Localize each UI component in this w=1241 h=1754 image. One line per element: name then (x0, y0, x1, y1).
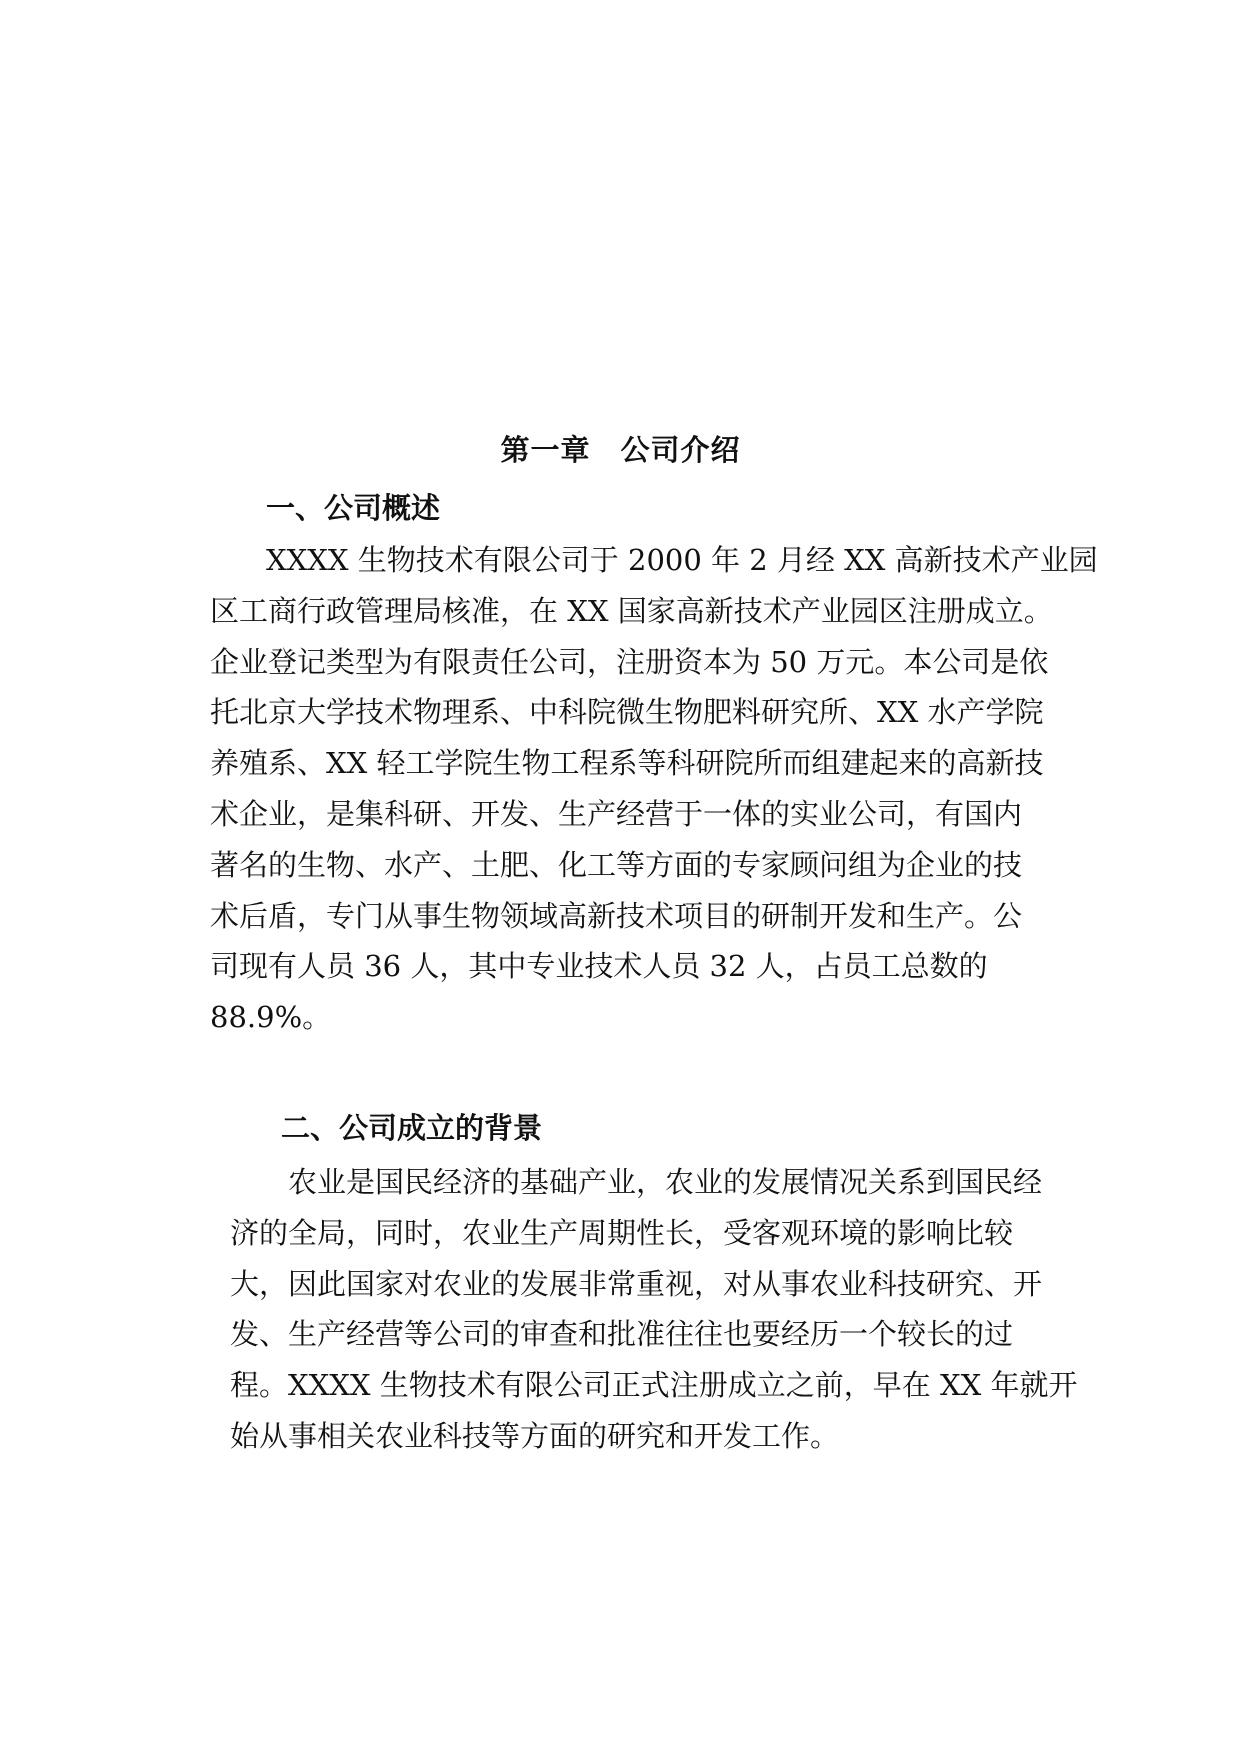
paragraph-line: 济的全局，同时，农业生产周期性长，受客观环境的影响比较 (230, 1215, 1014, 1250)
chapter-title: 第一章 公司介绍 (500, 433, 741, 467)
paragraph-line: 术后盾，专门从事生物领域高新技术项目的研制开发和生产。公 (210, 898, 1023, 933)
section-heading-background: 二、公司成立的背景 (281, 1111, 543, 1145)
paragraph-line: 术企业，是集科研、开发、生产经营于一体的实业公司，有国内 (210, 796, 1023, 831)
paragraph-line: 程。XXXX 生物技术有限公司正式注册成立之前，早在 XX 年就开 (230, 1368, 1078, 1403)
paragraph-line: 企业登记类型为有限责任公司，注册资本为 50 万元。本公司是依 (210, 644, 1049, 679)
paragraph-line: XXXX 生物技术有限公司于 2000 年 2 月经 XX 高新技术产业园 (266, 543, 1098, 577)
paragraph-line: 养殖系、XX 轻工学院生物工程系等科研院所而组建起来的高新技 (210, 746, 1044, 781)
paragraph-line: 区工商行政管理局核准，在 XX 国家高新技术产业园区注册成立。 (210, 593, 1053, 628)
paragraph-line: 大，因此国家对农业的发展非常重视，对从事农业科技研究、开 (230, 1266, 1043, 1301)
paragraph-line: 托北京大学技术物理系、中科院微生物肥料研究所、XX 水产学院 (210, 695, 1044, 730)
paragraph-line: 农业是国民经济的基础产业，农业的发展情况关系到国民经 (288, 1165, 1043, 1199)
background-paragraph (230, 1157, 1078, 1462)
paragraph-line: 司现有人员 36 人，其中专业技术人员 32 人，占员工总数的 (210, 949, 988, 984)
paragraph-line: 发、生产经营等公司的审查和批准往往也要经历一个较长的过 (230, 1317, 1014, 1352)
section-heading-overview: 一、公司概述 (266, 491, 441, 525)
paragraph-line: 始从事相关农业科技等方面的研究和开发工作。 (230, 1418, 840, 1453)
paragraph-line: 88.9%。 (210, 1000, 332, 1035)
overview-paragraph (210, 535, 1098, 1043)
paragraph-line: 著名的生物、水产、土肥、化工等方面的专家顾问组为企业的技 (210, 847, 1023, 882)
